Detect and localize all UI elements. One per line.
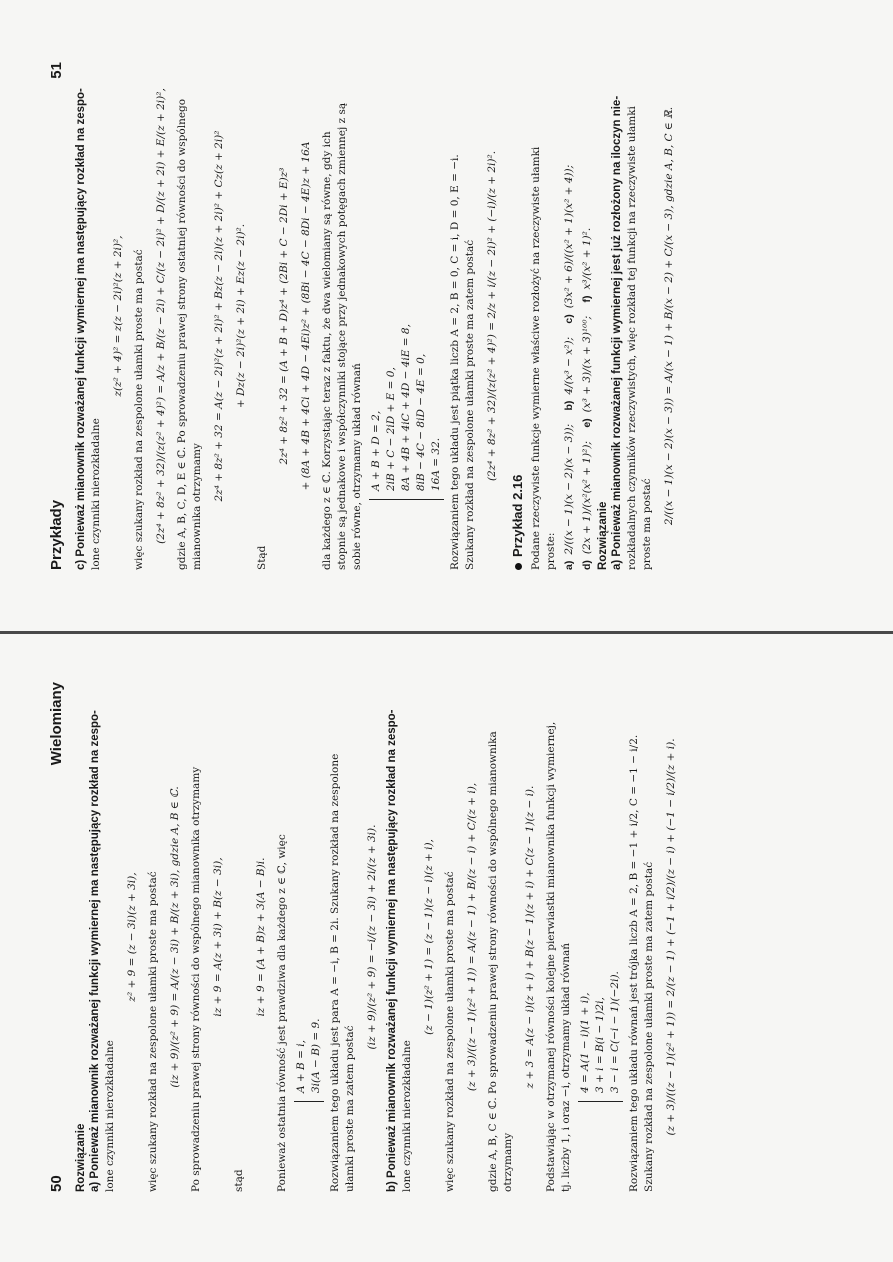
text-line: Ponieważ ostatnia równość jest prawdziwa dla każdego z ∈ ℂ, więc [276,834,288,1192]
text-line: gdzie A, B, C ∈ ℂ. Po sprowadzeniu prawej strony równości do wspólnego mianownika [487,731,499,1192]
example-intro-1: Podane rzeczywiste funkcje wymierne właściwe rozłożyć na rzeczywiste ułamki [530,146,542,570]
text-line: ułamki proste ma zatem postać [344,1025,356,1192]
system-line: 16A = 32. [430,437,442,491]
display-equation: iz + 9 = A(z + 3i) + B(z − 3i), [212,857,224,1017]
solution-a-equation: 2/((x − 1)(x − 2)(x − 3)) = A/(x − 1) + B/(x − 2) + C/(x − 3), gdzie A, B, C ∈ ℝ. [663,106,675,526]
display-equation: + Dz(z − 2i)²(z + 2i) + Ez(z − 2i)². [235,223,247,409]
left-page-content [89,682,679,1192]
page-51 [0,0,893,630]
text-line: otrzymamy [502,1132,514,1192]
text-line: Szukany rozkład na zespolone ułamki proste ma zatem postać [464,239,476,570]
display-equation: + (8A + 4B + 4Ci + 4D − 4Ei)z² + (8Bi − 4C − 8Di − 4E)z + 16A [300,141,312,491]
equation-system [578,682,623,1102]
running-head-right [48,62,65,570]
book-gutter [0,631,893,634]
system-line: 4 = A(1 − i)(1 + i), [579,992,591,1093]
text-line: mianownika otrzymamy [191,443,203,570]
display-equation: (2z⁴ + 8z² + 32)/(z(z² + 4)²) = 2/z + i/(z − 2i)² + (−i)/(z + 2i)². [486,150,498,482]
running-title-left: Wielomiany [48,682,65,766]
system-line: 3 − i = C(−i − 1)(−2i). [609,971,621,1093]
display-equation: (z − 1)(z² + 1) = (z − 1)(z − i)(z + i), [423,839,435,1035]
text-line: lone czynniki nierozkładalne [104,1040,116,1192]
system-line: 3 + i = B(i − 1)2i, [594,997,606,1093]
display-equation: 2z⁴ + 8z² + 32 = (A + B + D)z⁴ + (2Bi + C − 2Di + E)z³ [278,167,290,465]
text-line: lone czynniki nierozkładalne [90,418,102,570]
bullet-icon [515,563,522,570]
system-line: 8A + 4B + 4iC + 4D − 4iE = 8, [400,324,412,491]
text-line: lone czynniki nierozkładalne [401,1040,413,1192]
exercise-f: f)x³/(x² + 1)². [581,227,593,303]
text-line: Stąd [256,545,268,570]
subsection-heading: a) Ponieważ mianownik rozważanej funkcji wymiernej ma następujący rozkład na zespo- [89,710,101,1192]
exercise-row-1 [561,62,577,570]
text-line: więc szukany rozkład na zespolone ułamki proste ma postać [133,249,145,570]
text-line: Rozwiązaniem tego układu jest para A = −i, B = 2i. Szukany rozkład na zespolone [329,753,341,1192]
text-line: Podstawiając w otrzymanej równości kolejne pierwiastki mianownika funkcji wymiernej, [545,721,557,1192]
section-heading-left: Rozwiązanie [75,1123,87,1192]
example-title: Przykład 2.16 [510,474,525,557]
exercise-e: e)(x³ + 3)/(x + 3)¹⁰⁰; [581,315,593,428]
display-equation: z + 3 = A(z − i)(z + i) + B(z − 1)(z + i) + C(z − 1)(z − i). [524,785,536,1089]
subsection-heading: b) Ponieważ mianownik rozważanej funkcji wymiernej ma następujący rozkład na zespo- [386,709,398,1192]
exercise-d: d)(2x + 1)/(x²(x² + 1)²); [581,441,593,570]
running-head-left [48,682,65,1192]
text-line: Po sprowadzeniu prawej strony równości do wspólnego mianownika otrzymamy [190,766,202,1192]
display-equation: (z + 3)/((z − 1)(z² + 1)) = 2/(z − 1) + (−1 + i/2)/(z − i) + (−1 − i/2)/(z + i). [665,738,677,1136]
subsection-heading: c) Ponieważ mianownik rozważanej funkcji wymiernej ma następujący rozkład na zespo- [75,88,87,570]
text-line: więc szukany rozkład na zespolone ułamki proste ma postać [147,871,159,1192]
display-equation: z² + 9 = (z − 3i)(z + 3i), [126,872,138,1002]
text-line: Rozwiązaniem tego układu równań jest trójka liczb A = 2, B = −1 + i/2, C = −1 − i/2. [628,734,640,1192]
solution-title: Rozwiązanie [597,501,609,570]
system-line: 8iB − 4C − 8iD − 4E = 0, [415,353,427,491]
exercise-c: c)(3x² + 6)/((x² + 1)(x² + 4)); [563,164,575,324]
page-number-left: 50 [48,1175,65,1192]
text-line: stąd [233,1169,245,1192]
text-line: więc szukany rozkład na zespolone ułamki proste ma postać [444,871,456,1192]
text-line: sobie równe, otrzymamy układ równań [351,363,363,570]
system-line: A + B = i, [295,1040,307,1093]
display-equation: (2z⁴ + 8z² + 32)/(z(z² + 4)²) = A/z + B/(z − 2i) + C/(z − 2i)² + D/(z + 2i) + E/(z + 2i)², [155,88,167,544]
right-page-content [75,62,500,570]
example-heading [510,62,525,570]
exercise-row-2 [579,62,595,570]
display-equation: (iz + 9)/(z² + 9) = −i/(z − 3i) + 2i/(z + 3i). [366,824,378,1050]
text-line: Szukany rozkład na zespolone ułamki proste ma zatem postać [643,861,655,1192]
display-equation: 2z⁴ + 8z² + 32 = A(z − 2i)²(z + 2i)² + Bz(z − 2i)(z + 2i)² + Cz(z + 2i)² [213,130,225,502]
equation-system [369,62,444,500]
display-equation: (z + 3)/((z − 1)(z² + 1)) = A/(z − 1) + B/(z − i) + C/(z + i), [466,782,478,1092]
text-line: dla każdego z ∈ ℂ. Korzystając teraz z faktu, że dwa wielomiany są równe, gdy ich [321,131,333,570]
display-equation: iz + 9 = (A + B)z + 3(A − B)i. [255,857,267,1017]
solution-a-line-3: proste ma postać [641,478,653,570]
equation-system [294,682,324,1102]
text-line: stopnie są jednakowe i współczynniki stojące przy jednakowych potęgach zmiennej z są [336,102,348,570]
system-line: 2iB + C − 2iD + E = 0, [385,367,397,491]
text-line: tj. liczby 1, i oraz −i, otrzymamy układ równań [560,942,572,1192]
example-intro-2: proste: [545,532,557,570]
text-line: gdzie A, B, C, D, E ∈ ℂ. Po sprowadzeniu prawej strony ostatniej równości do wspólnego [176,98,188,570]
exercise-b: b)4/(x³ − x²); [563,336,575,411]
solution-a-head: a) Ponieważ mianownik rozważanej funkcji wymiernej jest już rozłożony na iloczyn nie- [611,95,623,570]
page-50 [0,632,893,1262]
exercise-a: a)2/((x − 1)(x − 2)(x − 3)); [563,423,575,570]
page-number-right: 51 [48,62,65,79]
system-line: 3i(A − B) = 9. [310,1018,322,1093]
display-equation: z(z² + 4)² = z(z − 2i)²(z + 2i)², [112,235,124,397]
text-line: Rozwiązaniem tego układu jest piątka liczb A = 2, B = 0, C = i, D = 0, E = −i. [449,154,461,570]
running-title-right: Przykłady [48,499,65,570]
solution-a-line-2: rozkładalnych czynników rzeczywistych, więc rozkład tej funkcji na rzeczywiste ułamki [626,106,638,570]
display-equation: (iz + 9)/(z² + 9) = A/(z − 3i) + B/(z + 3i), gdzie A, B ∈ ℂ. [169,786,181,1088]
system-line: A + B + D = 2, [370,410,382,491]
